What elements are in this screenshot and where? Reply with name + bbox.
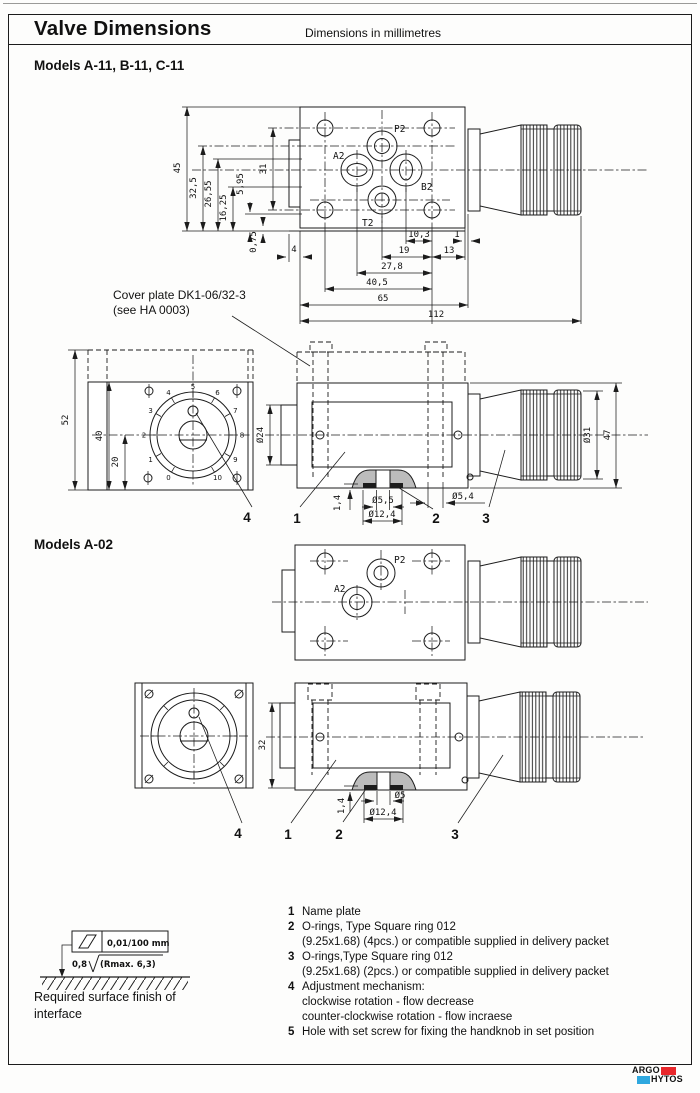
dim-112: 112 [427,310,445,320]
drawing-a02-top-view [272,545,648,660]
dial-number: 4 [166,389,171,397]
dial-number: 9 [233,456,238,464]
dim-o31: Ø31 [583,426,593,444]
callout-4: 4 [243,510,251,525]
legend-text: clockwise rotation - flow decrease [302,996,474,1008]
dim-5-95: 5,95 [236,173,246,195]
callout-3: 3 [451,827,459,842]
callout-4: 4 [234,826,242,841]
dial-number: 10 [213,474,222,482]
cover-plate-note-line1: Cover plate DK1-06/32-3 [113,288,246,302]
dial-number: 2 [141,431,147,440]
o-ring-seat [363,483,376,488]
port-label-p2: P2 [394,555,406,566]
dim-1: 1 [454,230,460,240]
dim-19: 19 [398,246,410,256]
dim-31: 31 [259,163,269,175]
legend-row [288,905,684,920]
port-label-b2: B2 [421,182,433,193]
port-label-a2: A2 [333,151,345,162]
legend-num [288,965,302,980]
legend-num [288,935,302,950]
rmax-value: (Rmax. 6,3) [100,960,156,970]
units-note: Dimensions in millimetres [305,26,442,40]
dial-number: 6 [215,389,220,397]
drawing-a02-side-view [199,683,645,842]
dial-number: 0 [166,474,171,482]
section-heading-a02: Models A-02 [34,537,114,552]
drawing-a02-front-view [135,683,253,788]
dim-47: 47 [603,429,613,441]
dim-32-5: 32,5 [189,177,199,199]
dim-40: 40 [95,430,105,442]
dial-number: 1 [148,456,153,464]
surface-finish-symbol [40,931,190,990]
dim-o24: Ø24 [256,426,266,444]
cover-plate-note-line2: (see HA 0003) [113,303,190,317]
legend-row [288,980,684,995]
dim-32: 32 [258,739,268,751]
legend-text: O-rings, Type Square ring 012 [302,921,456,933]
callout-1: 1 [293,511,301,526]
dim-20: 20 [111,456,121,468]
legend-text: Name plate [302,906,361,918]
dim-o12-4: Ø12,4 [368,510,396,520]
legend [288,905,684,1040]
legend-row [288,935,684,950]
dim-1-4: 1,4 [333,494,343,512]
dim-4: 4 [291,245,297,255]
legend-text: (9.25x1.68) (2pcs.) or compatible supplied in delivery packet [302,966,609,978]
note-leader-line [232,316,310,366]
drawing-a11-side-view [196,342,648,526]
caption-line2: interface [34,1007,82,1021]
flatness-value: 0,01/100 mm [107,939,170,949]
page-title: Valve Dimensions [34,17,212,40]
dim-26-55: 26,55 [204,180,214,208]
drawing-a11-front-view [61,350,253,490]
legend-text: (9.25x1.68) (4pcs.) or compatible supplied in delivery packet [302,936,609,948]
dial-number: 7 [233,407,238,415]
dim-1-4: 1,4 [337,797,347,815]
o-ring-seat [390,483,403,488]
legend-num: 2 [288,921,295,933]
port-label-a2: A2 [334,584,346,595]
dim-27-8: 27,8 [381,262,403,272]
dim-16-25: 16,25 [219,194,229,222]
legend-row [288,1025,684,1040]
legend-row [288,1010,684,1025]
dim-40-5: 40,5 [366,278,388,288]
logo-hytos-text: HYTOS [651,1074,683,1084]
legend-num [288,1010,302,1025]
legend-num [288,995,302,1010]
roughness-value: 0,8 [72,960,88,970]
section-heading-a11: Models A-11, B-11, C-11 [34,58,185,73]
logo-argo-text: ARGO [632,1065,660,1075]
dim-o12-4: Ø12,4 [369,808,397,818]
dim-52: 52 [61,414,71,426]
legend-text: counter-clockwise rotation - flow incraese [302,1011,513,1023]
dim-o5: Ø5 [394,791,406,801]
dim-0-75: 0,75 [249,231,259,253]
legend-row [288,950,684,965]
legend-text: Hole with set screw for fixing the handknob in set position [302,1026,595,1038]
callout-1: 1 [284,827,292,842]
dim-65: 65 [377,294,389,304]
legend-row [288,920,684,935]
dim-13: 13 [443,246,455,256]
drawing-a11-top-view [173,107,648,324]
surface-finish-caption [34,989,176,1023]
port-label-t2: T2 [362,218,374,229]
legend-num: 1 [288,906,295,918]
dial-number: 3 [148,407,153,415]
legend-num: 5 [288,1026,295,1038]
port-label-p2: P2 [394,124,406,135]
legend-text: O-rings,Type Square ring 012 [302,951,453,963]
dial-number: 8 [239,431,245,440]
dim-45: 45 [173,162,183,174]
callout-2: 2 [432,511,440,526]
dim-o5-4: Ø5,4 [452,492,474,502]
legend-row [288,965,684,980]
legend-num: 4 [288,981,295,993]
legend-num: 3 [288,951,295,963]
callout-2: 2 [335,827,343,842]
logo-cyan-mark [637,1076,650,1084]
dim-10-3: 10,3 [408,230,430,240]
legend-row [288,995,684,1010]
dial-number: 5 [190,383,196,391]
dim-o5-5: Ø5,5 [372,496,394,506]
legend-text: Adjustment mechanism: [302,981,425,993]
caption-line1: Required surface finish of [34,990,176,1004]
o-ring-seat [390,785,403,790]
argo-hytos-logo [632,1066,683,1084]
callout-3: 3 [482,511,490,526]
